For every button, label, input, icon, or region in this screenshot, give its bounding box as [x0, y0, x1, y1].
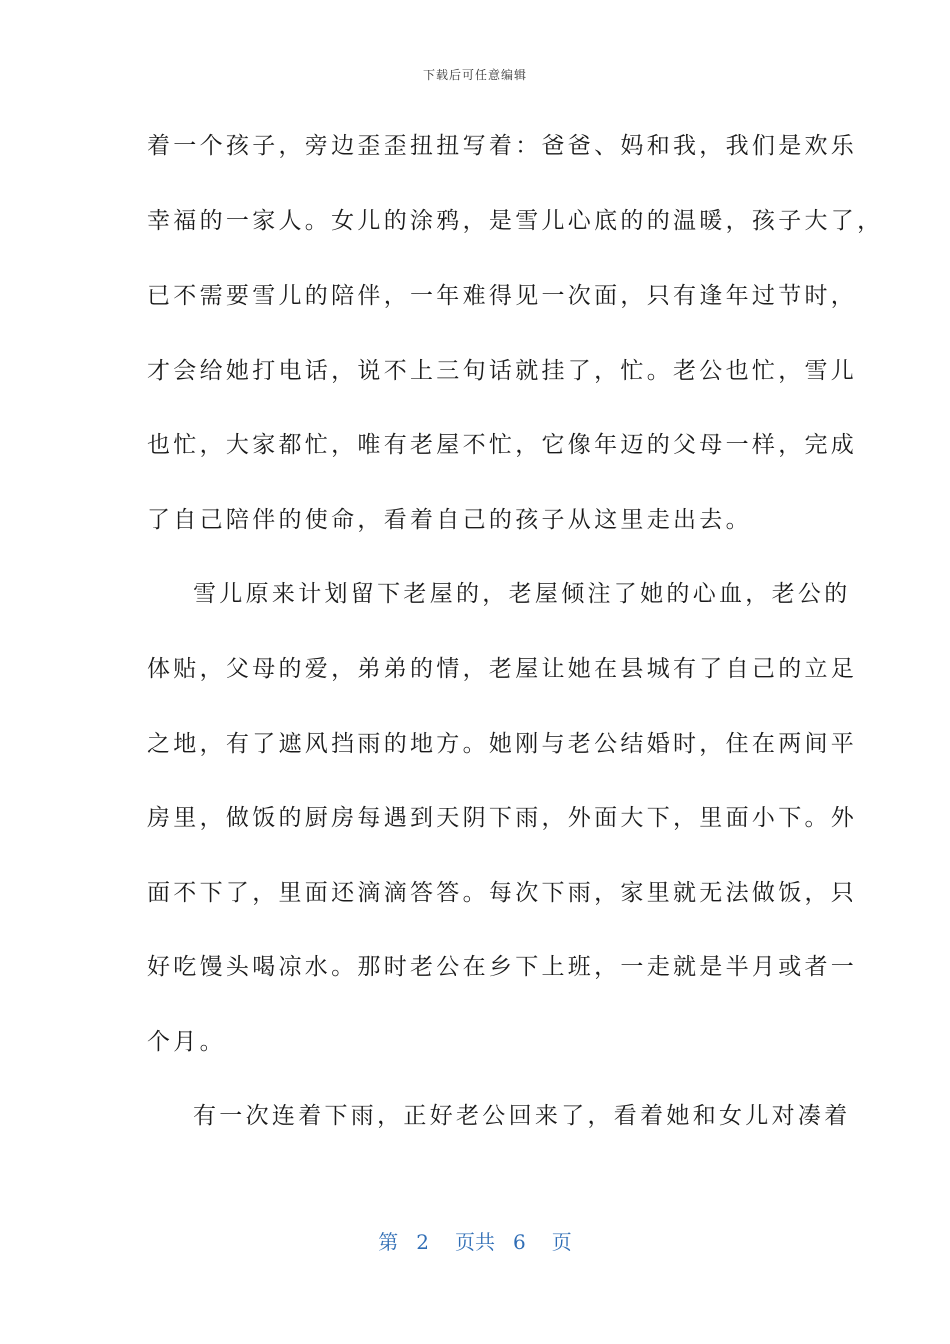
text-line: 了自己陪伴的使命，看着自己的孩子从这里走出去。 — [147, 507, 752, 533]
text-line: 面不下了，里面还滴滴答答。每次下雨，家里就无法做饭，只 — [147, 880, 858, 906]
text-line: 有一次连着下雨，正好老公回来了，看着她和女儿对凑着 — [193, 1103, 851, 1129]
text-line: 已不需要雪儿的陪伴，一年难得见一次面，只有逢年过节时， — [147, 283, 858, 309]
text-line: 体贴，父母的爱，弟弟的情，老屋让她在县城有了自己的立足 — [147, 656, 858, 682]
text-line: 着一个孩子，旁边歪歪扭扭写着：爸爸、妈和我，我们是欢乐 — [147, 133, 858, 159]
text-line: 个月。 — [147, 1029, 226, 1055]
page-footer — [0, 1226, 950, 1255]
text-line: 之地，有了遮风挡雨的地方。她刚与老公结婚时，住在两间平 — [147, 731, 858, 757]
total-pages-number: 6 — [513, 1230, 526, 1254]
text-line: 雪儿原来计划留下老屋的，老屋倾注了她的心血，老公的 — [193, 581, 851, 607]
page-header: 下载后可任意编辑 — [422, 68, 527, 82]
text-line: 好吃馒头喝凉水。那时老公在乡下上班，一走就是半月或者一 — [147, 954, 858, 980]
page-label: 第 — [378, 1230, 399, 1254]
current-page-number: 2 — [416, 1230, 429, 1254]
page-label: 页共 — [455, 1230, 495, 1254]
text-line: 也忙，大家都忙，唯有老屋不忙，它像年迈的父母一样，完成 — [147, 432, 858, 458]
text-line: 房里，做饭的厨房每遇到天阴下雨，外面大下，里面小下。外 — [147, 805, 858, 831]
page-label: 页 — [551, 1230, 572, 1254]
text-line: 幸福的一家人。女儿的涂鸦，是雪儿心底的的温暖，孩子大了， — [147, 208, 884, 234]
text-line: 才会给她打电话，说不上三句话就挂了，忙。老公也忙，雪儿 — [147, 358, 858, 384]
